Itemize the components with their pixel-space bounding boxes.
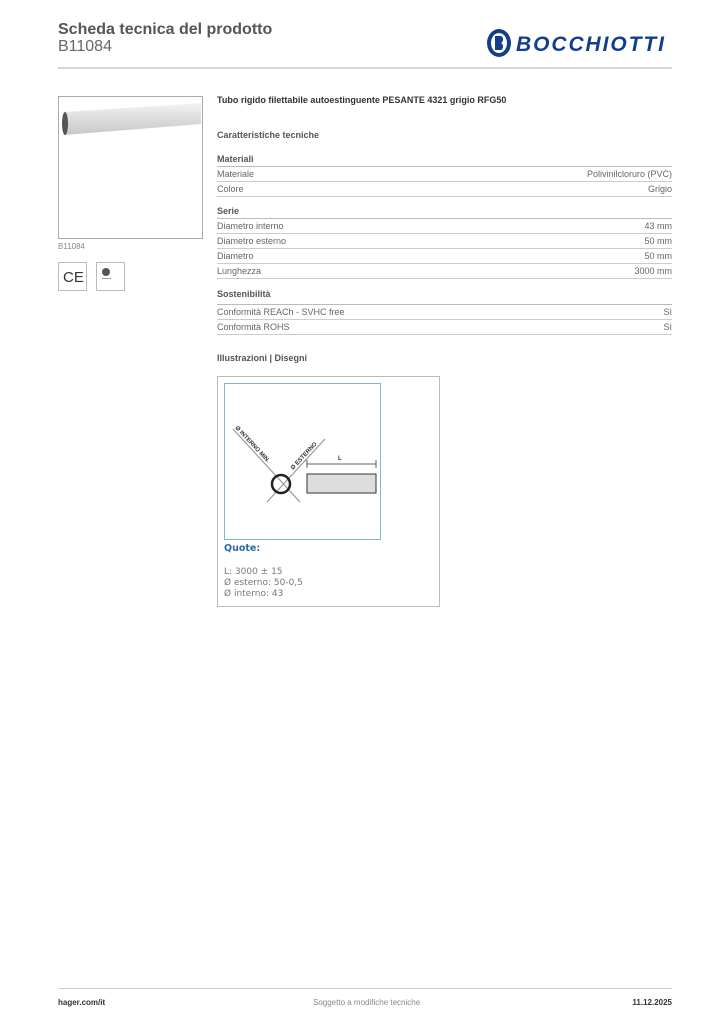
spec-value: 50 mm — [644, 236, 672, 246]
spec-row — [217, 182, 672, 197]
spec-value: Sì — [663, 307, 672, 317]
product-title: Tubo rigido filettabile autoestinguente PESANTE 4321 grigio RFG50 — [217, 95, 507, 105]
group-serie — [217, 206, 672, 279]
spec-row — [217, 305, 672, 320]
certification-mark-icon — [96, 262, 125, 291]
spec-row — [217, 234, 672, 249]
spec-label: Diametro — [217, 251, 254, 261]
group-sostenibilita — [217, 289, 672, 335]
spec-label: Colore — [217, 184, 244, 194]
inner-diameter-label: Ø INTERNO MIN. — [233, 425, 271, 465]
spec-label: Lunghezza — [217, 266, 262, 276]
specs-heading: Caratteristiche tecniche — [217, 130, 320, 140]
quote-line: Ø esterno: 50-0,5 — [224, 578, 303, 588]
spec-row — [217, 219, 672, 234]
spec-value: Polivinilcloruro (PVC) — [586, 169, 672, 179]
spec-value: 50 mm — [644, 251, 672, 261]
spec-value: Sì — [663, 322, 672, 332]
outer-diameter-label: Ø ESTERNO — [290, 441, 319, 472]
illustrations-heading: Illustrazioni | Disegni — [217, 353, 308, 363]
footer-date: 11.12.2025 — [632, 998, 672, 1007]
page-title: Scheda tecnica del prodotto — [58, 21, 273, 38]
footer-notice: Soggetto a modifiche tecniche — [313, 998, 421, 1007]
spec-row — [217, 167, 672, 182]
product-image — [58, 96, 203, 239]
spec-label: Diametro interno — [217, 221, 284, 231]
quote-title: Quote: — [224, 543, 261, 554]
bocchiotti-logo — [486, 28, 666, 63]
product-code: B11084 — [58, 38, 112, 55]
footer-divider — [58, 988, 672, 989]
spec-label: Conformità ROHS — [217, 322, 290, 332]
svg-text:BOCCHIOTTI: BOCCHIOTTI — [516, 33, 664, 56]
spec-label: Conformità REACh - SVHC free — [217, 307, 345, 317]
spec-value: Grigio — [647, 184, 672, 194]
spec-value: 3000 mm — [634, 266, 672, 276]
drawing-frame — [224, 383, 381, 540]
group-heading: Serie — [217, 206, 672, 219]
footer-website[interactable]: hager.com/it — [58, 998, 106, 1007]
quote-line: Ø interno: 43 — [224, 589, 284, 599]
quote-line: L: 3000 ± 15 — [224, 567, 283, 577]
technical-drawing — [217, 376, 440, 607]
spec-label: Materiale — [217, 169, 255, 179]
group-materiali — [217, 154, 672, 197]
length-label: L — [338, 456, 342, 462]
header-divider — [58, 67, 672, 69]
group-heading: Materiali — [217, 154, 672, 167]
spec-row — [217, 249, 672, 264]
svg-text:CE: CE — [63, 269, 84, 286]
spec-row — [217, 264, 672, 279]
spec-label: Diametro esterno — [217, 236, 287, 246]
group-heading: Sostenibilità — [217, 289, 672, 305]
spec-row — [217, 320, 672, 335]
ce-mark-icon — [58, 262, 87, 291]
image-caption: B11084 — [58, 242, 85, 251]
spec-value: 43 mm — [644, 221, 672, 231]
